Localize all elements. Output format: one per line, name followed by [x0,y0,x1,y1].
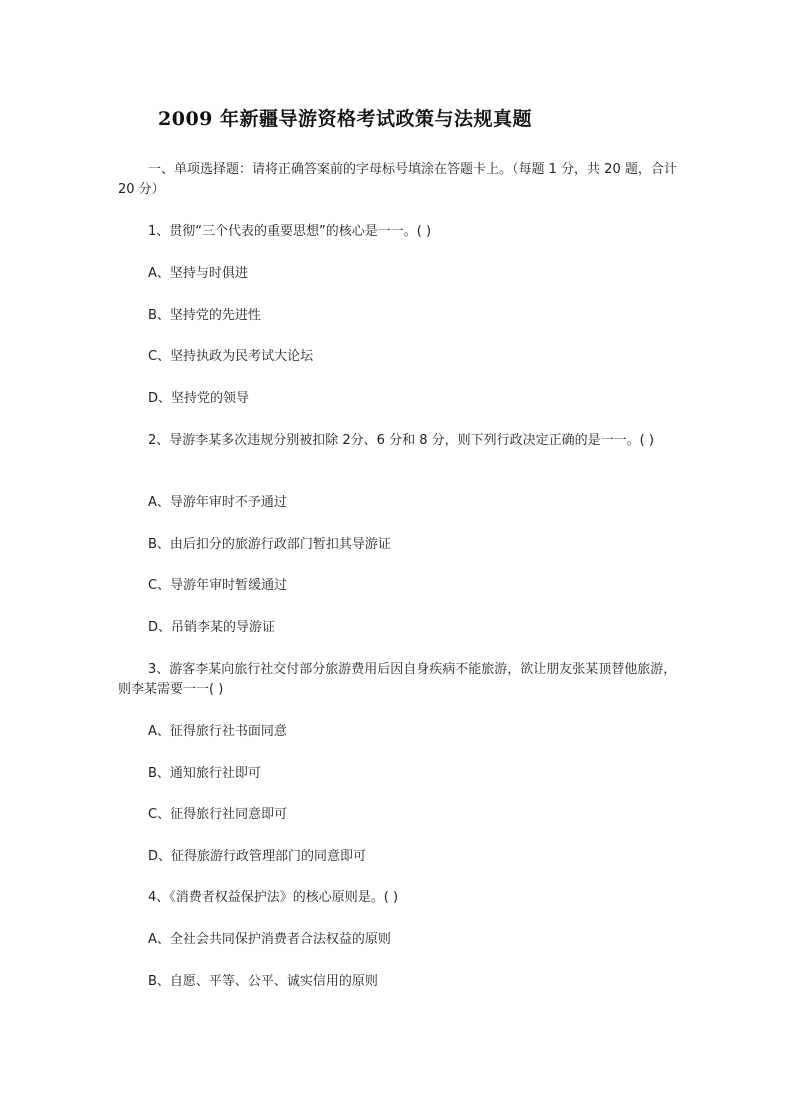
question-4-option-b: B、自愿、平等、公平、诚实信用的原则 [148,974,378,989]
question-1-text: 1、贯彻“三个代表的重要思想”的核心是一一。( ) [148,224,432,239]
question-3-option-b: B、通知旅行社即可 [148,766,261,781]
question-4-text: 4、《消费者权益保护法》的核心原则是。( ) [148,890,399,905]
section-intro: 一、单项选择题：请将正确答案前的字母标号填涂在答题卡上。（每题 1 分，共 20 题，合计 20 分） [118,162,677,197]
question-3-option-d: D、征得旅游行政管理部门的同意即可 [148,849,367,864]
question-1-option-b: B、坚持党的先进性 [148,308,261,323]
question-1-option-d: D、坚持党的领导 [148,391,250,406]
question-3-option-a: A、征得旅行社书面同意 [148,724,287,739]
question-2-text: 2、导游李某多次违规分别被扣除 2分、6 分和 8 分，则下列行政决定正确的是一一。( ) [148,433,654,448]
question-3-option-c: C、征得旅行社同意即可 [148,807,288,822]
question-2-option-c: C、导游年审时暂缓通过 [148,578,288,593]
question-1-option-c: C、坚持执政为民考试大论坛 [148,349,314,364]
question-1-option-a: A、坚持与时俱进 [148,266,248,281]
question-4-option-a: A、全社会共同保护消费者合法权益的原则 [148,932,391,947]
question-2-option-a: A、导游年审时不予通过 [148,495,287,510]
question-3-text: 3、游客李某向旅行社交付部分旅游费用后因自身疾病不能旅游，欲让朋友张某顶替他旅游，则李某需要一一( ) [118,662,677,697]
question-2-option-d: D、吊销李某的导游证 [148,620,276,635]
question-2-option-b: B、由后扣分的旅游行政部门暂扣其导游证 [148,537,391,552]
document-title: 2009 年新疆导游资格考试政策与法规真题 [158,108,532,130]
